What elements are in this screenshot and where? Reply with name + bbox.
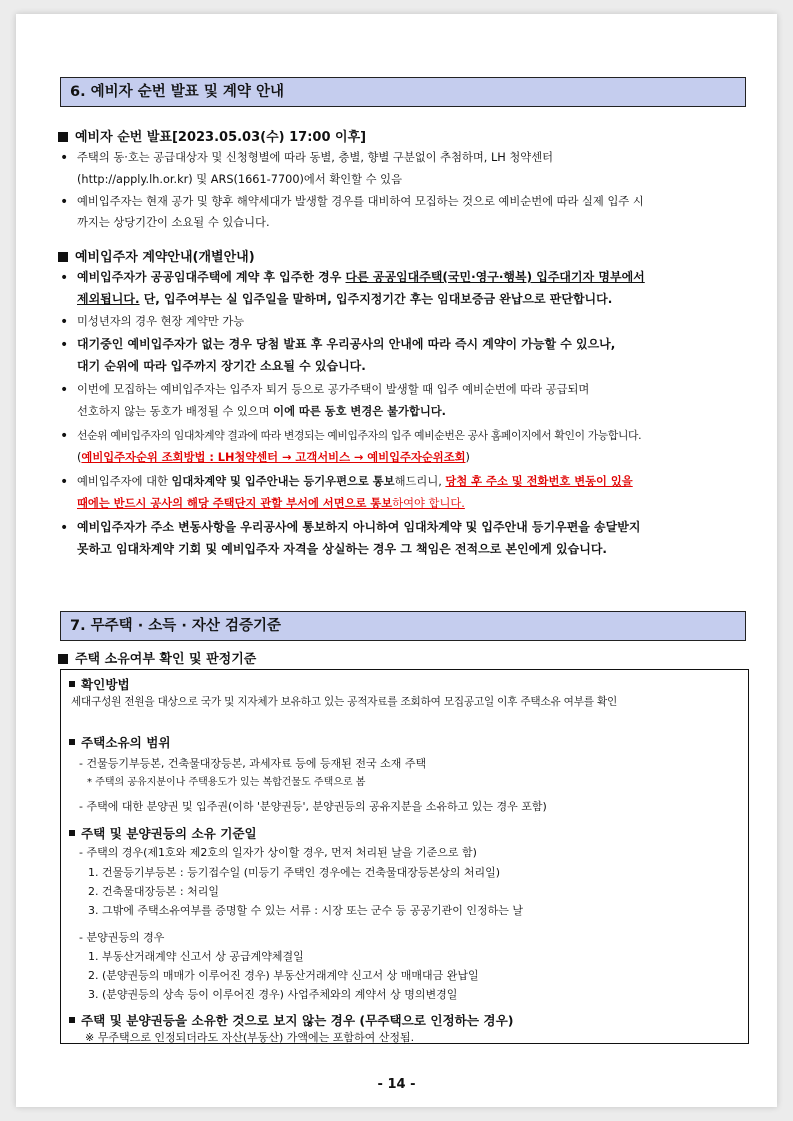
bullet-text bbox=[77, 311, 737, 333]
square-bullet-icon bbox=[58, 132, 68, 142]
box-text: - 분양권등의 경우 bbox=[79, 931, 165, 944]
bold-text: 이에 따른 동호 변경은 불가합니다. bbox=[273, 405, 446, 418]
underlined-text: 다른 공공임대주택(국민·영구·행복) 입주대기자 명부에서 bbox=[345, 270, 645, 284]
bullet-text bbox=[77, 379, 737, 401]
bullet-text bbox=[77, 471, 737, 493]
bullet-text bbox=[77, 267, 737, 289]
text-segment: ( bbox=[77, 451, 82, 464]
bullet-icon: • bbox=[60, 270, 69, 286]
bullet-icon: • bbox=[60, 520, 69, 536]
bullet-text bbox=[77, 289, 737, 311]
box-heading-text: 주택소유의 범위 bbox=[81, 735, 171, 750]
small-square-icon bbox=[69, 739, 75, 745]
housing-ownership-heading bbox=[58, 648, 256, 667]
box-heading-text: 주택 및 분양권등의 소유 기준일 bbox=[81, 826, 257, 841]
bullet-text bbox=[77, 425, 737, 447]
bullet-icon: • bbox=[60, 314, 69, 330]
bullet-text bbox=[77, 517, 737, 539]
text-line: (http://apply.lh.or.kr) 및 ARS(1661-7700)에서 확인할 수 있음 bbox=[77, 173, 402, 186]
text-segment: 예비입주자가 공공임대주택에 계약 후 입주한 경우 bbox=[77, 270, 346, 284]
box-text: - 주택에 대한 분양권 및 입주권(이하 '분양권등', 분양권등의 공유지분을 소유하고 있는 경우 포함) bbox=[79, 800, 547, 813]
bullet-text bbox=[77, 493, 737, 515]
square-bullet-icon bbox=[58, 654, 68, 664]
box-text: 2. (분양권등의 매매가 이루어진 경우) 부동산거래계약 신고서 상 매매대금 완납일 bbox=[88, 969, 479, 982]
box-text: 1. 부동산거래계약 신고서 상 공급계약체결일 bbox=[88, 950, 304, 963]
box-heading bbox=[69, 674, 130, 693]
box-text: ※ 무주택으로 인정되더라도 자산(부동산) 가액에는 포함하여 산정됨. bbox=[85, 1031, 415, 1044]
text-segment: 해드리니, bbox=[394, 475, 446, 488]
text-line: 예비입주자는 현재 공가 및 향후 해약세대가 발생할 경우를 대비하여 모집하는 것으로 예비순번에 따라 실제 입주 시 bbox=[77, 195, 644, 208]
bullet-text bbox=[77, 401, 737, 423]
text-line: 미성년자의 경우 현장 계약만 가능 bbox=[77, 315, 245, 328]
text-line: 이번에 모집하는 예비입주자는 입주자 퇴거 등으로 공가주택이 발생할 때 입주 예비순번에 따라 공급되며 bbox=[77, 383, 590, 396]
reserve-order-heading-text: 예비자 순번 발표[2023.05.03(수) 17:00 이후] bbox=[75, 130, 367, 145]
red-underlined-text: 당첨 후 주소 및 전화번호 변동이 있을 bbox=[445, 475, 633, 488]
bullet-text bbox=[77, 191, 737, 213]
bullet-icon: • bbox=[60, 428, 69, 444]
bullet-icon: • bbox=[60, 337, 69, 353]
box-text: 세대구성원 전원을 대상으로 국가 및 지자체가 보유하고 있는 공적자료를 조회하여 모집공고일 이후 주택소유 여부를 확인 bbox=[71, 696, 618, 708]
red-underlined-text: 예비입주자순위 조회방법 : LH청약센터 → 고객서비스 → 예비입주자순위조회 bbox=[81, 451, 466, 464]
text-line: 예비입주자가 주소 변동사항을 우리공사에 통보하지 아니하여 임대차계약 및 입주안내 등기우편을 송달받지 bbox=[77, 520, 641, 534]
bullet-icon: • bbox=[60, 150, 69, 166]
bullet-text bbox=[77, 147, 737, 169]
bullet-text bbox=[77, 212, 737, 234]
box-text: - 건물등기부등본, 건축물대장등본, 과세자료 등에 등재된 전국 소재 주택 bbox=[79, 757, 427, 770]
bullet-text bbox=[77, 334, 737, 356]
box-text: 3. 그밖에 주택소유여부를 증명할 수 있는 서류 : 시장 또는 군수 등 공공기관이 인정하는 날 bbox=[88, 904, 524, 917]
underlined-text: 제외됩니다. bbox=[77, 292, 140, 306]
small-square-icon bbox=[69, 830, 75, 836]
text-line: 대기 순위에 따라 입주까지 장기간 소요될 수 있습니다. bbox=[77, 359, 366, 373]
document-page bbox=[16, 14, 777, 1107]
bullet-icon: • bbox=[60, 194, 69, 210]
text-line: 대기중인 예비입주자가 없는 경우 당첨 발표 후 우리공사의 안내에 따라 즉시 계약이 가능할 수 있으나, bbox=[77, 337, 616, 351]
box-heading-text: 주택 및 분양권등을 소유한 것으로 보지 않는 경우 (무주택으로 인정하는 경우) bbox=[81, 1013, 514, 1028]
text-segment: 선호하지 않는 동호가 배정될 수 있으며 bbox=[77, 405, 274, 418]
square-bullet-icon bbox=[58, 252, 68, 262]
reserve-order-heading bbox=[58, 126, 366, 145]
bullet-text bbox=[77, 356, 737, 378]
housing-ownership-heading-text: 주택 소유여부 확인 및 판정기준 bbox=[75, 652, 257, 667]
reserve-contract-heading bbox=[58, 246, 255, 265]
text-line: 주택의 동·호는 공급대상자 및 신청형별에 따라 동별, 층별, 향별 구분없이 추첨하며, LH 청약센터 bbox=[77, 151, 554, 164]
box-heading-text: 확인방법 bbox=[81, 677, 130, 692]
text-line: 까지는 상당기간이 소요될 수 있습니다. bbox=[77, 216, 270, 229]
box-text: - 주택의 경우(제1호와 제2호의 일자가 상이할 경우, 먼저 처리된 날을 기준으로 함) bbox=[79, 846, 477, 859]
bullet-icon: • bbox=[60, 474, 69, 490]
red-underlined-text: 때에는 반드시 공사의 해당 주택단지 관할 부서에 서면으로 통보 bbox=[77, 497, 393, 510]
text-line: 못하고 임대차계약 기회 및 예비입주자 자격을 상실하는 경우 그 책임은 전적으로 본인에게 있습니다. bbox=[77, 542, 607, 556]
section-7-header: 7. 무주택 · 소득 · 자산 검증기준 bbox=[60, 611, 746, 641]
box-heading bbox=[69, 1010, 514, 1029]
verification-box bbox=[60, 669, 749, 1044]
text-segment: 예비입주자에 대한 bbox=[77, 475, 172, 488]
text-segment: ) bbox=[465, 451, 470, 464]
box-heading bbox=[69, 732, 171, 751]
bullet-text bbox=[77, 447, 737, 469]
section-6-header: 6. 예비자 순번 발표 및 계약 안내 bbox=[60, 77, 746, 107]
box-text: 3. (분양권등의 상속 등이 이루어진 경우) 사업주체와의 계약서 상 명의변경일 bbox=[88, 988, 458, 1001]
reserve-contract-heading-text: 예비입주자 계약안내(개별안내) bbox=[75, 250, 255, 265]
text-segment: 단, 입주여부는 실 입주일을 말하며, 입주지정기간 후는 임대보증금 완납으로 판단합니다. bbox=[139, 292, 613, 306]
box-text: 2. 건축물대장등본 : 처리일 bbox=[88, 885, 219, 898]
small-square-icon bbox=[69, 681, 75, 687]
bullet-icon: • bbox=[60, 382, 69, 398]
red-underlined-text: 하여야 합니다. bbox=[392, 497, 465, 510]
box-heading bbox=[69, 823, 257, 842]
box-note: * 주택의 공유지분이나 주택용도가 있는 복합건물도 주택으로 봄 bbox=[87, 777, 366, 788]
bullet-text bbox=[77, 169, 737, 191]
bullet-text bbox=[77, 539, 737, 561]
bold-text: 임대차계약 및 입주안내는 등기우편으로 통보 bbox=[171, 475, 395, 488]
small-square-icon bbox=[69, 1017, 75, 1023]
box-text: 1. 건물등기부등본 : 등기접수일 (미등기 주택인 경우에는 건축물대장등본상의 처리일) bbox=[88, 866, 501, 879]
text-line: 선순위 예비입주자의 임대차계약 결과에 따라 변경되는 예비입주자의 입주 예비순번은 공사 홈페이지에서 확인이 가능합니다. bbox=[77, 429, 642, 442]
page-number: - 14 - bbox=[377, 1077, 416, 1092]
